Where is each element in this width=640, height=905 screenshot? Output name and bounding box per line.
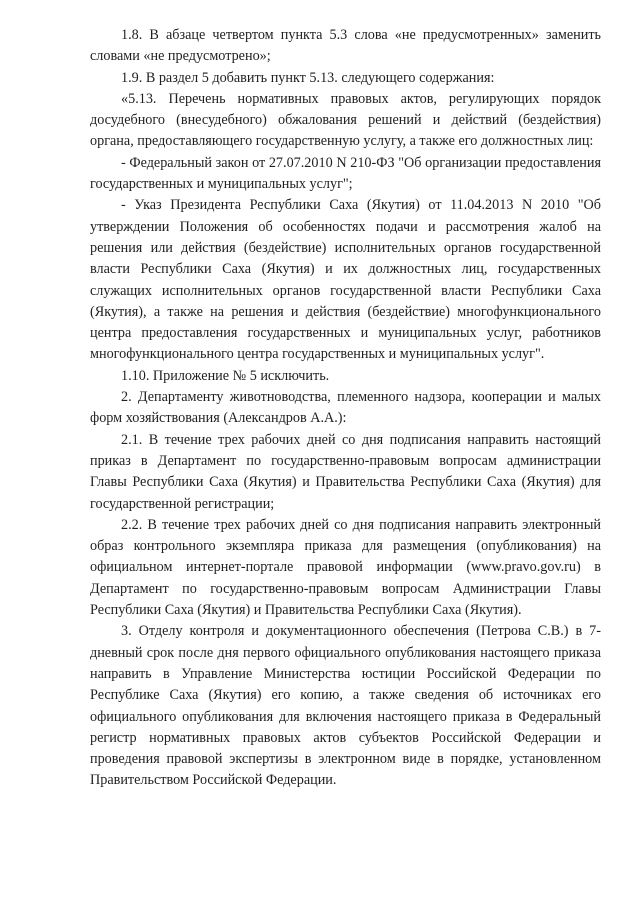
paragraph-2-2: 2.2. В течение трех рабочих дней со дня подписания направить электронный образ контрольного экземпляра приказа для размещения (опубликования) на официальном интернет-портале правовой информации (www.pravo.gov.ru) в Департамент по государственно-правовым вопросам Администрации Главы Республики Саха (Якутия) и Правительства Республики Саха (Якутия). — [90, 516, 601, 619]
paragraph-1-9: 1.9. В раздел 5 добавить пункт 5.13. следующего содержания: — [121, 69, 495, 86]
paragraph-federal-law: - Федеральный закон от 27.07.2010 N 210-ФЗ "Об организации предоставления государственных и муниципальных услуг"; — [90, 154, 601, 193]
document-body — [90, 25, 601, 792]
paragraph-2: 2. Департаменту животноводства, племенного надзора, кооперации и малых форм хозяйствования (Александров А.А.): — [90, 389, 601, 427]
paragraph-presidential-decree: - Указ Президента Республики Саха (Якутия) от 11.04.2013 N 2010 "Об утверждении Положения об особенностях подачи и рассмотрения жалоб на решения или действия (бездействие) исполнительных органов государственной власти Республики Саха (Якутия) и их должностных лиц, государственных служащих исполнительных органов государственной власти Республики Саха (Якутия), а также на решения и действия (бездействие) многофункционального центра предоставления государственных и муниципальных услуг, работников многофункционального центра государственных и муниципальных услуг". — [90, 197, 601, 363]
paragraph-2-1: 2.1. В течение трех рабочих дней со дня подписания направить настоящий приказ в Департамент по государственно-правовым вопросам администрации Главы Республики Саха (Якутия) и Правительства Республики Саха (Якутия) для государственной регистрации; — [90, 431, 601, 512]
paragraph-1-8: 1.8. В абзаце четвертом пункта 5.3 слова «не предусмотренных» заменить словами «не предусмотрено»; — [90, 27, 601, 65]
paragraph-3: 3. Отделу контроля и документационного обеспечения (Петрова С.В.) в 7-дневный срок после дня первого официального опубликования настоящего приказа направить в Управление Министерства юстиции Российской Федерации по Республике Саха (Якутия) его копию, а также сведения об источниках его официального опубликования для включения настоящего приказа в Федеральный регистр нормативных правовых актов субъектов Российской Федерации и проведения правовой экспертизы в электронном виде в порядке, установленном Правительством Российской Федерации. — [90, 623, 601, 789]
paragraph-5-13: «5.13. Перечень нормативных правовых актов, регулирующих порядок досудебного (внесудебного) обжалования решений и действий (бездействия) органа, предоставляющего государственную услугу, а также его должностных лиц: — [90, 90, 601, 150]
paragraph-1-10: 1.10. Приложение № 5 исключить. — [121, 367, 330, 384]
